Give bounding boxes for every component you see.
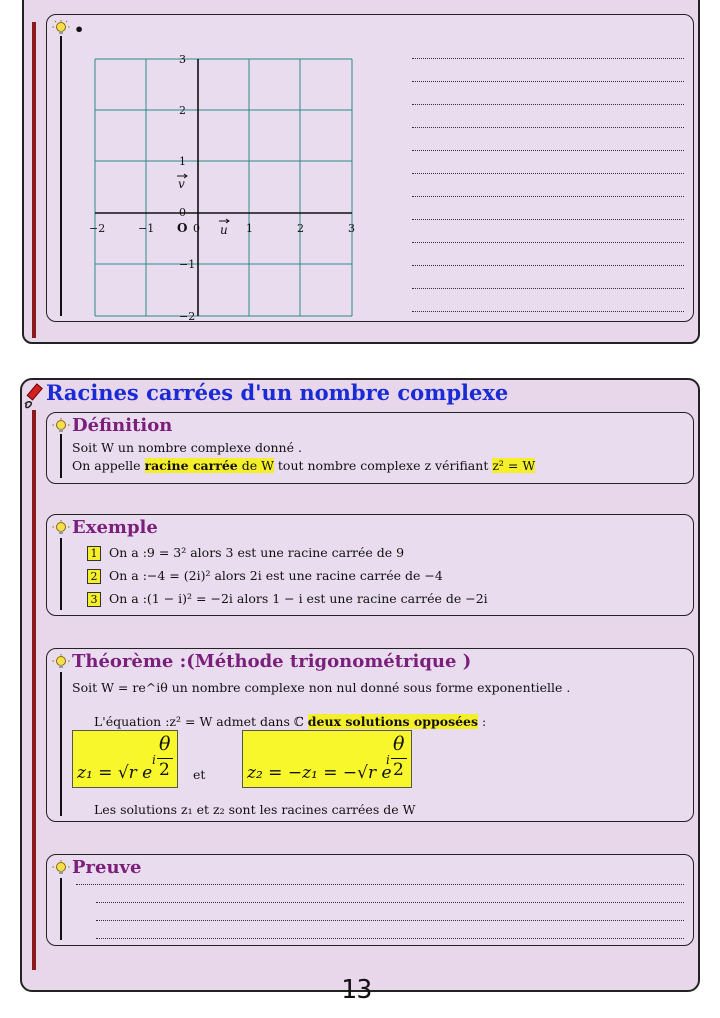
proof-black-bar [60, 878, 62, 940]
lightbulb-icon [52, 860, 70, 878]
example-item: 2 On a :−4 = (2i)² alors 2i est une racine carrée de −4 [87, 568, 443, 584]
y-tick-label: −2 [179, 310, 196, 323]
theorem-conclusion: Les solutions z₁ et z₂ sont les racines carrées de W [94, 802, 416, 817]
theorem-line-1: Soit W = re^iθ un nombre complexe non nul donné sous forme exponentielle . [72, 680, 571, 695]
x-tick-label: −1 [138, 222, 155, 235]
section-red-bar [32, 410, 36, 970]
lightbulb-icon [52, 520, 70, 538]
page-number: 13 [341, 975, 373, 1005]
formula-z1: z₁ = √r e θ i 2 [72, 730, 178, 788]
graph-black-bar [60, 36, 62, 316]
y-tick-label: 3 [179, 53, 186, 66]
example-item: 3 On a :(1 − i)² = −2i alors 1 − i est une racine carrée de −2i [87, 591, 488, 607]
y-tick-label: 1 [179, 155, 186, 168]
lightbulb-icon [52, 654, 70, 672]
proof-title: Preuve [72, 857, 142, 878]
x-tick-label: 0 [193, 222, 200, 235]
definition-black-bar [60, 434, 62, 478]
x-tick-label: 3 [348, 222, 355, 235]
y-tick-label: 0 [179, 206, 186, 219]
origin-label: O [177, 221, 188, 235]
proof-box [46, 854, 694, 946]
highlight-racine-carree: racine carrée [144, 458, 238, 473]
x-tick-label: −2 [89, 222, 106, 235]
definition-formula: z² = W [492, 458, 536, 473]
theorem-black-bar [60, 672, 62, 816]
u-vector-label: u [220, 223, 228, 237]
x-tick-label: 1 [246, 222, 253, 235]
y-tick-label: −1 [179, 258, 196, 271]
formula-z2: z₂ = −z₁ = −√r e θ i 2 [242, 730, 412, 788]
example-item: 1 On a :9 = 3² alors 3 est une racine carrée de 9 [87, 545, 404, 561]
graph-marker: • [74, 20, 85, 39]
y-tick-label: 2 [179, 104, 186, 117]
definition-line-2: On appelle racine carrée de W tout nombre complexe z vérifiant z² = W [72, 458, 536, 473]
lightbulb-icon [52, 418, 70, 436]
et-label: et [193, 767, 206, 782]
highlight-deux-solutions: deux solutions opposées [307, 714, 479, 729]
example-title: Exemple [72, 517, 158, 538]
pencil-icon [22, 382, 48, 410]
graph-red-bar [32, 22, 36, 338]
definition-title: Définition [72, 415, 173, 436]
definition-line-1: Soit W un nombre complexe donné . [72, 440, 302, 455]
theorem-title: Théorème :(Méthode trigonométrique ) [72, 651, 472, 672]
x-tick-label: 2 [297, 222, 304, 235]
complex-plane-grid [86, 50, 366, 325]
example-black-bar [60, 538, 62, 610]
v-vector-label: v [178, 177, 185, 191]
theorem-line-2: L'équation :z² = W admet dans ℂ deux solutions opposées : [94, 714, 487, 729]
section-title: Racines carrées d'un nombre complexe [46, 380, 509, 405]
lightbulb-icon [52, 20, 70, 38]
